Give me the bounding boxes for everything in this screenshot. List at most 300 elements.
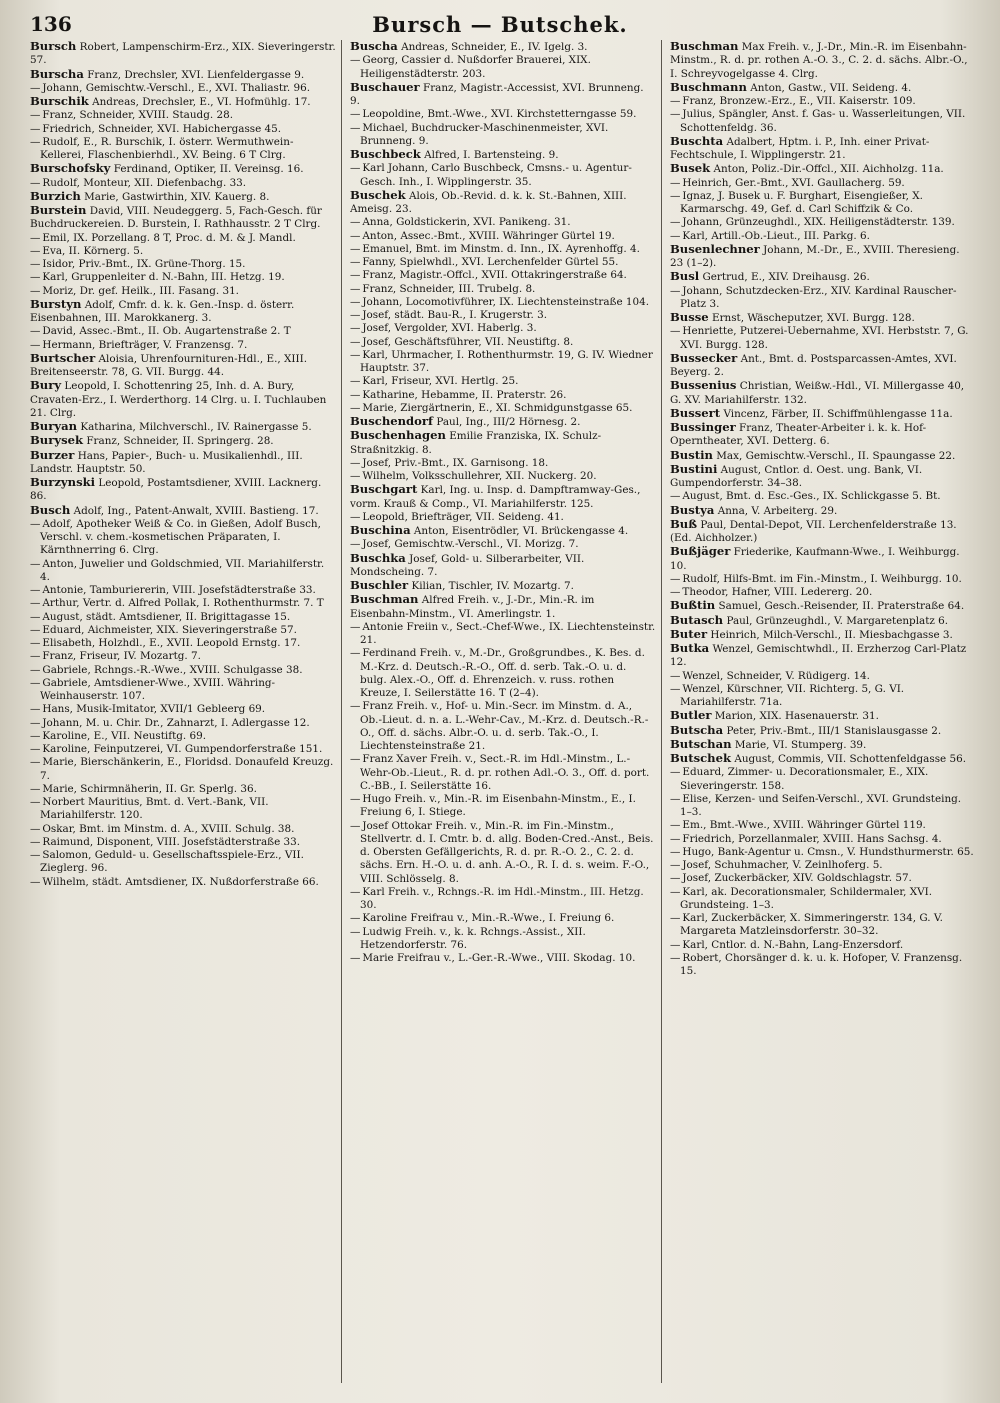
- entry-dash: —: [350, 242, 361, 255]
- directory-entry: [670, 230, 976, 243]
- entry-dash: —: [30, 703, 41, 716]
- entry-surname: Busl: [670, 269, 700, 284]
- entry-surname: Bussecker: [670, 350, 738, 365]
- entry-text: Max Freih. v., J.-Dr., Min.-R. im Eisenbahn-Minstm., R. d. pr. rothen A.-O. 3., C. 2. d. sächs. Albr.-O., I. Schreyvogelgasse 4. Clrg.: [670, 41, 968, 80]
- entry-surname: Buschmann: [670, 79, 747, 94]
- entry-text: Josef, Geschäftsführer, VII. Neustiftg. 8.: [362, 335, 574, 348]
- entry-text: Gertrud, E., XIV. Dreihausg. 26.: [702, 271, 870, 284]
- entry-text: Salomon, Geduld- u. Gesellschaftsspiele-Erz., VII. Zieglerg. 96.: [40, 849, 304, 875]
- entry-text: Friedrich, Schneider, XVI. Habichergasse 45.: [42, 122, 282, 135]
- directory-entry: [30, 204, 336, 232]
- entry-text: Ferdinand Freih. v., M.-Dr., Großgrundbes., K. Bes. d. M.-Krz. d. Deutsch.-R.-O., Off. d. serb. Tak.-O. u. d. bulg. Alex.-O., Off. d. Ehrenzeich. v. russ. rothen Kreuze, I. Seilerstätte 16. T (2–4).: [360, 647, 645, 699]
- directory-entry: [350, 926, 656, 953]
- entry-surname: Burzich: [30, 188, 81, 203]
- entry-dash: —: [670, 669, 681, 682]
- entry-dash: —: [30, 623, 41, 636]
- directory-entry: [30, 597, 336, 610]
- directory-entry: [30, 95, 336, 109]
- directory-entry: [30, 783, 336, 796]
- entry-text: Andreas, Schneider, E., IV. Igelg. 3.: [401, 41, 588, 53]
- entry-text: Oskar, Bmt. im Minstm. d. A., XVIII. Schulg. 38.: [42, 822, 295, 835]
- entry-text: Josef, Gold- u. Silberarbeiter, VII. Mondscheing. 7.: [350, 552, 585, 578]
- entry-dash: —: [350, 54, 361, 67]
- directory-entry: [30, 109, 336, 122]
- entry-dash: —: [670, 229, 681, 242]
- directory-entry: [30, 232, 336, 245]
- entry-dash: —: [350, 538, 361, 551]
- entry-surname: Burysek: [30, 433, 84, 448]
- directory-entry: [350, 336, 656, 349]
- entry-dash: —: [30, 663, 41, 676]
- entry-text: Gabriele, Rchngs.-R.-Wwe., XVIII. Schulgasse 38.: [42, 663, 303, 676]
- entry-surname: Bustini: [670, 461, 718, 476]
- entry-dash: —: [670, 792, 681, 805]
- entry-text: Leopold, Briefträger, VII. Seideng. 41.: [362, 510, 564, 523]
- entry-text: Marie Freifrau v., L.-Ger.-R.-Wwe., VIII. Skodag. 10.: [362, 952, 636, 964]
- entry-dash: —: [670, 832, 681, 845]
- directory-entry: [670, 545, 976, 573]
- directory-entry: [350, 256, 656, 269]
- directory-entry: [30, 650, 336, 663]
- entry-dash: —: [350, 700, 361, 713]
- directory-entry: [350, 820, 656, 886]
- directory-entry: [30, 664, 336, 677]
- entry-dash: —: [350, 819, 361, 832]
- entry-text: Theodor, Hafner, VIII. Ledererg. 20.: [682, 586, 873, 598]
- directory-entry: [30, 298, 336, 326]
- entry-surname: Buß: [670, 516, 698, 531]
- directory-entry: [670, 819, 976, 832]
- entry-surname: Busse: [670, 310, 709, 324]
- entry-text: Henriette, Putzerei-Uebernahme, XVI. Herbststr. 7, G. XVI. Burgg. 128.: [680, 325, 969, 351]
- entry-surname: Buschbeck: [350, 147, 421, 161]
- entry-dash: —: [30, 676, 41, 689]
- entry-text: Leopoldine, Bmt.-Wwe., XVI. Kirchstetterngasse 59.: [362, 108, 637, 121]
- entry-dash: —: [350, 282, 361, 295]
- entry-text: Michael, Buchdrucker-Maschinenmeister, XVI. Brunneng. 9.: [360, 121, 609, 147]
- directory-entry: [670, 285, 976, 312]
- entry-text: Franz, Schneider, II. Springerg. 28.: [86, 435, 274, 448]
- entry-text: Emanuel, Bmt. im Minstm. d. Inn., IX. Ayrenhoffg. 4.: [362, 242, 640, 255]
- entry-text: Franz, Magistr.-Offcl., XVII. Ottakringerstraße 64.: [362, 269, 627, 282]
- entry-surname: Burschofsky: [30, 161, 111, 176]
- entry-dash: —: [350, 952, 361, 964]
- entry-text: Peter, Priv.-Bmt., III/1 Stanislausgasse 2.: [726, 724, 942, 737]
- entry-text: Franz, Schneider, XVIII. Staudg. 28.: [42, 109, 233, 122]
- directory-entry: [30, 756, 336, 783]
- directory-entry: [670, 490, 976, 503]
- entry-text: Alfred, I. Bartensteing. 9.: [424, 149, 559, 161]
- entry-text: Wilhelm, Volksschullehrer, XII. Nuckerg. 20.: [362, 470, 597, 482]
- entry-text: Arthur, Vertr. d. Alfred Pollak, I. Rothenthurmstr. 7. T: [42, 597, 324, 610]
- directory-entry: [670, 683, 976, 710]
- entry-text: Isidor, Priv.-Bmt., IX. Grüne-Thorg. 15.: [42, 258, 246, 270]
- columns: [30, 40, 976, 1383]
- entry-surname: Buryan: [30, 419, 78, 433]
- directory-entry: [30, 245, 336, 258]
- entry-text: Aloisia, Uhrenfournituren-Hdl., E., XIII. Breitenseerstr. 78, G. VII. Burgg. 44.: [30, 352, 308, 378]
- entry-dash: —: [350, 229, 361, 242]
- entry-text: Eva, II. Körnerg. 5.: [42, 244, 144, 257]
- directory-entry: [350, 511, 656, 524]
- entry-text: Karl, ak. Decorationsmaler, Schildermaler, XVI. Grundsteing. 1–3.: [680, 885, 933, 911]
- entry-dash: —: [30, 875, 41, 888]
- entry-dash: —: [30, 716, 41, 729]
- entry-surname: Buschendorf: [350, 414, 433, 428]
- directory-entry: [670, 642, 976, 670]
- entry-text: Josef, Priv.-Bmt., IX. Garnisong. 18.: [362, 456, 549, 469]
- directory-entry: [350, 415, 656, 429]
- entry-surname: Burstein: [30, 203, 87, 217]
- directory-entry: [350, 524, 656, 538]
- entry-text: Karoline, Feinputzerei, VI. Gumpendorferstraße 151.: [42, 743, 323, 755]
- directory-entry: [670, 518, 976, 546]
- entry-dash: —: [350, 753, 361, 766]
- entry-text: Christian, Weißw.-Hdl., VI. Millergasse 40, G. XV. Mariahilferstr. 132.: [670, 380, 965, 406]
- entry-dash: —: [670, 108, 681, 121]
- entry-text: Gabriele, Amtsdiener-Wwe., XVIII. Währing-Weinhauserstr. 107.: [40, 676, 276, 702]
- column-2: [350, 40, 662, 1383]
- entry-surname: Busek: [670, 161, 711, 176]
- directory-entry: [670, 912, 976, 939]
- directory-entry: [30, 352, 336, 380]
- directory-entry: [30, 637, 336, 650]
- entry-dash: —: [30, 650, 41, 663]
- entry-text: Marion, XIX. Hasenauerstr. 31.: [714, 710, 879, 723]
- entry-text: Josef, städt. Bau-R., I. Krugerstr. 3.: [362, 309, 548, 321]
- entry-text: Johann, Grünzeughdl., XIX. Heiligenstädterstr. 139.: [682, 216, 955, 229]
- entry-text: Heinrich, Ger.-Bmt., XVI. Gaullacherg. 59.: [682, 176, 905, 189]
- entry-text: Franz, Drechsler, XVI. Lienfeldergasse 9.: [87, 68, 305, 81]
- entry-text: August, Commis, VII. Schottenfeldgasse 56.: [734, 753, 967, 765]
- entry-dash: —: [670, 572, 681, 585]
- directory-entry: [30, 743, 336, 756]
- entry-text: Robert, Lampenschirm-Erz., XIX. Sieveringerstr. 57.: [30, 41, 336, 67]
- directory-entry: [350, 552, 656, 580]
- directory-entry: [30, 68, 336, 82]
- directory-entry: [670, 766, 976, 793]
- entry-dash: —: [670, 490, 681, 503]
- entry-text: Adolf, Cmfr. d. k. k. Gen.-Insp. d. österr. Eisenbahnen, III. Marokkanerg. 3.: [30, 298, 295, 324]
- entry-dash: —: [670, 885, 681, 898]
- entry-text: Johann, M. u. Chir. Dr., Zahnarzt, I. Adlergasse 12.: [42, 716, 310, 729]
- directory-entry: [350, 753, 656, 793]
- directory-entry: [30, 162, 336, 176]
- entry-dash: —: [670, 912, 681, 924]
- directory-entry: [350, 647, 656, 700]
- entry-text: Wenzel, Schneider, V. Rüdigerg. 14.: [682, 669, 870, 682]
- entry-text: Anton, Poliz.-Dir.-Offcl., XII. Aichholzg. 11a.: [713, 163, 944, 176]
- entry-text: Josef, Schuhmacher, V. Zeinlhoferg. 5.: [682, 859, 883, 871]
- directory-entry: [670, 270, 976, 284]
- directory-entry: [350, 296, 656, 309]
- entry-surname: Butasch: [670, 612, 724, 627]
- entry-text: Marie, Gastwirthin, XIV. Kauerg. 8.: [84, 190, 270, 203]
- directory-entry: [30, 190, 336, 204]
- entry-text: Robert, Chorsänger d. k. u. k. Hofoper, V. Franzensg. 15.: [680, 951, 963, 977]
- entry-text: Paul, Dental-Depot, VII. Lerchenfelderstraße 13. (Ed. Aichholzer.): [670, 518, 957, 544]
- entry-text: Antonie, Tamburiererin, VIII. Josefstädterstraße 33.: [42, 584, 316, 596]
- entry-text: Johann, Schutzdecken-Erz., XIV. Kardinal Rauscher-Platz 3.: [680, 284, 957, 310]
- entry-dash: —: [670, 325, 681, 338]
- entry-surname: Buschek: [350, 187, 406, 202]
- entry-text: Moriz, Dr. gef. Heilk., III. Fasang. 31.: [42, 284, 239, 297]
- entry-text: Franz, Schneider, III. Trubelg. 8.: [362, 282, 536, 295]
- directory-entry: [350, 81, 656, 109]
- entry-dash: —: [30, 557, 41, 570]
- directory-entry: [30, 703, 336, 716]
- directory-entry: [350, 148, 656, 162]
- directory-entry: [30, 82, 336, 95]
- directory-entry: [350, 122, 656, 149]
- entry-text: Emilie Franziska, IX. Schulz-Straßnitzkig. 8.: [350, 430, 602, 456]
- directory-entry: [30, 476, 336, 504]
- entry-text: Anton, Assec.-Bmt., XVIII. Währinger Gürtel 19.: [362, 229, 615, 242]
- directory-entry: [670, 40, 976, 81]
- directory-entry: [670, 177, 976, 190]
- entry-text: Paul, Grünzeughdl., V. Margaretenplatz 6.: [726, 614, 949, 627]
- entry-text: Hans, Papier-, Buch- u. Musikalienhdl., III. Landstr. Hauptstr. 50.: [30, 449, 303, 475]
- directory-entry: [350, 886, 656, 913]
- entry-dash: —: [670, 216, 681, 229]
- entry-dash: —: [350, 335, 361, 348]
- entry-dash: —: [30, 271, 41, 284]
- directory-entry: [670, 81, 976, 95]
- entry-text: Marie, Schirmnäherin, II. Gr. Sperlg. 36.: [42, 782, 257, 795]
- entry-text: Franz, Bronzew.-Erz., E., VII. Kaiserstr. 109.: [682, 95, 916, 107]
- entry-dash: —: [30, 244, 41, 257]
- entry-text: Eduard, Aichmeister, XIX. Sieveringerstraße 57.: [42, 623, 297, 636]
- entry-dash: —: [350, 162, 361, 175]
- entry-text: Katharine, Hebamme, II. Praterstr. 26.: [362, 388, 567, 401]
- entry-surname: Burzer: [30, 447, 75, 462]
- entry-text: August, Cntlor. d. Oest. ung. Bank, VI. Gumpendorferstr. 34–38.: [670, 463, 923, 489]
- entry-dash: —: [30, 796, 41, 808]
- directory-entry: [350, 243, 656, 256]
- entry-dash: —: [670, 819, 681, 832]
- entry-surname: Busch: [30, 502, 71, 517]
- entry-dash: —: [350, 108, 361, 121]
- directory-entry: [350, 470, 656, 483]
- entry-surname: Buschina: [350, 523, 411, 537]
- directory-entry: [350, 349, 656, 376]
- directory-entry: [30, 611, 336, 624]
- directory-entry: [670, 379, 976, 407]
- entry-text: Karl, Uhrmacher, I. Rothenthurmstr. 19, G. IV. Wiedner Hauptstr. 37.: [360, 348, 653, 374]
- directory-entry: [350, 269, 656, 282]
- entry-dash: —: [670, 872, 681, 885]
- directory-entry: [670, 449, 976, 463]
- entry-text: Friedrich, Porzellanmaler, XVIII. Hans Sachsg. 4.: [682, 832, 942, 845]
- entry-surname: Bussert: [670, 405, 721, 420]
- entry-surname: Burscha: [30, 66, 84, 81]
- entry-text: Leopold, I. Schottenring 25, Inh. d. A. Bury, Cravaten-Erz., I. Werderthorg. 14 Clrg. u. I. Tuchlauben 21. Clrg.: [30, 380, 327, 419]
- entry-text: Em., Bmt.-Wwe., XVIII. Währinger Gürtel 119.: [682, 819, 926, 832]
- directory-entry: [30, 177, 336, 190]
- entry-text: Rudolf, Monteur, XII. Diefenbachg. 33.: [42, 176, 247, 189]
- entry-text: Fanny, Spielwhdl., XVI. Lerchenfelder Gürtel 55.: [362, 256, 619, 268]
- entry-dash: —: [350, 269, 361, 282]
- directory-entry: [30, 504, 336, 518]
- directory-entry: [670, 599, 976, 613]
- directory-entry: [30, 823, 336, 836]
- entry-dash: —: [30, 822, 41, 835]
- directory-entry: [670, 311, 976, 325]
- directory-entry: [350, 189, 656, 217]
- entry-dash: —: [350, 912, 361, 925]
- entry-text: August, Bmt. d. Esc.-Ges., IX. Schlickgasse 5. Bt.: [682, 490, 941, 503]
- entry-surname: Butschek: [670, 751, 732, 765]
- entry-text: Karl, Cntlor. d. N.-Bahn, Lang-Enzersdorf.: [682, 938, 904, 951]
- directory-entry: [670, 108, 976, 135]
- entry-surname: Buter: [670, 626, 708, 641]
- entry-text: Georg, Cassier d. Nußdorfer Brauerei, XIX. Heiligenstädterstr. 203.: [360, 54, 591, 80]
- entry-text: Karl, Ing. u. Insp. d. Dampftramway-Ges., vorm. Krauß & Comp., VI. Mariahilferstr. 125.: [350, 484, 641, 510]
- entry-dash: —: [350, 510, 361, 523]
- entry-surname: Bury: [30, 378, 62, 393]
- entry-surname: Buschta: [670, 133, 724, 148]
- directory-entry: [670, 352, 976, 380]
- directory-entry: [30, 796, 336, 823]
- entry-text: Franz, Theater-Arbeiter i. k. k. Hof-Operntheater, XVI. Detterg. 6.: [670, 422, 927, 448]
- entry-text: Wenzel, Gemischtwhdl., II. Erzherzog Carl-Platz 12.: [670, 643, 967, 669]
- entry-dash: —: [30, 338, 41, 351]
- directory-entry: [350, 108, 656, 121]
- directory-entry: [30, 325, 336, 338]
- directory-entry: [30, 624, 336, 637]
- entry-text: Max, Gemischtw.-Verschl., II. Spaungasse 22.: [716, 449, 956, 462]
- directory-entry: [30, 420, 336, 434]
- entry-surname: Buschman: [670, 40, 739, 53]
- directory-entry: [670, 421, 976, 449]
- directory-entry: [30, 271, 336, 284]
- entry-surname: Bussinger: [670, 420, 736, 434]
- directory-entry: [350, 621, 656, 648]
- entry-dash: —: [350, 925, 361, 938]
- directory-entry: [350, 402, 656, 415]
- page-number: 136: [30, 12, 72, 36]
- entry-text: David, VIII. Neudeggerg. 5, Fach-Gesch. für Buchdruckereien. D. Burstein, I. Rathhausstr. 2 T Clrg.: [30, 205, 322, 231]
- entry-text: Elisabeth, Holzhdl., E., XVII. Leopold Ernstg. 17.: [42, 637, 301, 649]
- directory-entry: [350, 952, 656, 965]
- directory-entry: [670, 670, 976, 683]
- entry-text: Johann, Locomotivführer, IX. Liechtensteinstraße 104.: [362, 295, 650, 308]
- entry-text: Adolf, Ing., Patent-Anwalt, XVIII. Bastieng. 17.: [73, 504, 319, 517]
- directory-entry: [670, 95, 976, 108]
- directory-entry: [30, 836, 336, 849]
- entry-text: Anna, Goldstickerin, XVI. Panikeng. 31.: [362, 216, 571, 229]
- entry-dash: —: [30, 176, 41, 189]
- entry-dash: —: [350, 121, 361, 134]
- entry-dash: —: [670, 845, 681, 858]
- directory-entry: [350, 700, 656, 753]
- directory-entry: [350, 54, 656, 81]
- entry-dash: —: [30, 284, 41, 297]
- entry-dash: —: [670, 938, 681, 951]
- entry-dash: —: [30, 756, 41, 769]
- entry-dash: —: [350, 256, 361, 268]
- directory-entry: [350, 793, 656, 820]
- entry-surname: Bustya: [670, 502, 715, 517]
- directory-entry: [670, 135, 976, 163]
- entry-text: Josef, Zuckerbäcker, XIV. Goldschlagstr. 57.: [682, 872, 912, 885]
- entry-text: Hermann, Briefträger, V. Franzensg. 7.: [42, 338, 248, 351]
- entry-text: Kilian, Tischler, IV. Mozartg. 7.: [411, 580, 574, 592]
- entry-dash: —: [670, 189, 681, 202]
- entry-text: Anton, Eisentrödler, VI. Brückengasse 4.: [413, 525, 629, 537]
- entry-surname: Busenlechner: [670, 241, 760, 256]
- directory-entry: [670, 325, 976, 352]
- entry-text: Ignaz, J. Busek u. F. Burghart, Eisengießer, X. Karmarschg. 49, Gef. d. Carl Schiffzik & Co.: [680, 189, 923, 215]
- entry-text: Hugo Freih. v., Min.-R. im Eisenbahn-Minstm., E., I. Freiung 6, I. Stiege.: [360, 793, 636, 819]
- entry-surname: Butka: [670, 641, 710, 655]
- entry-surname: Buschauer: [350, 79, 420, 94]
- entry-text: Ernst, Wäscheputzer, XVI. Burgg. 128.: [711, 312, 915, 324]
- entry-text: Franz Freih. v., Hof- u. Min.-Secr. im Minstm. d. A., Ob.-Lieut. d. n. a. L.-Wehr-Cav., M.-Krz. d. Deutsch.-R.-O., Off. d. sächs. Albr.-O. u. d. serb. Tak.-O., I. Liechtensteinstraße 21.: [360, 700, 649, 752]
- entry-surname: Bußjäger: [670, 544, 731, 559]
- entry-text: Alois, Ob.-Revid. d. k. k. St.-Bahnen, XIII. Ameisg. 23.: [350, 189, 627, 215]
- entry-text: Wilhelm, städt. Amtsdiener, IX. Nußdorferstraße 66.: [42, 875, 319, 888]
- entry-dash: —: [30, 122, 41, 135]
- directory-entry: [670, 859, 976, 872]
- directory-entry: [30, 876, 336, 889]
- directory-entry: [350, 375, 656, 388]
- directory-entry: [30, 717, 336, 730]
- entry-dash: —: [30, 231, 41, 244]
- entry-dash: —: [30, 637, 41, 649]
- entry-dash: —: [30, 597, 41, 610]
- entry-text: August, städt. Amtsdiener, II. Brigittagasse 15.: [42, 610, 291, 623]
- entry-dash: —: [350, 295, 361, 308]
- entry-surname: Buschgart: [350, 482, 418, 497]
- directory-entry: [670, 614, 976, 628]
- entry-dash: —: [350, 885, 361, 898]
- directory-entry: [670, 724, 976, 738]
- entry-text: Ferdinand, Optiker, II. Vereinsg. 16.: [113, 163, 304, 176]
- directory-entry: [670, 407, 976, 421]
- directory-entry: [350, 538, 656, 551]
- directory-entry: [670, 243, 976, 271]
- directory-entry: [350, 283, 656, 296]
- entry-dash: —: [670, 586, 681, 598]
- entry-text: Karoline Freifrau v., Min.-R.-Wwe., I. Freiung 6.: [362, 912, 615, 925]
- directory-entry: [350, 389, 656, 402]
- entry-surname: Buschenhagen: [350, 428, 446, 443]
- directory-entry: [670, 833, 976, 846]
- entry-dash: —: [30, 584, 41, 596]
- entry-surname: Burzynski: [30, 475, 96, 489]
- entry-dash: —: [30, 849, 41, 861]
- entry-text: Anton, Juwelier und Goldschmied, VII. Mariahilferstr. 4.: [40, 557, 325, 583]
- entry-surname: Buschman: [350, 592, 419, 607]
- entry-dash: —: [30, 835, 41, 848]
- entry-dash: —: [30, 729, 41, 742]
- directory-entry: [30, 558, 336, 585]
- entry-text: Marie, VI. Stumperg. 39.: [734, 738, 867, 751]
- entry-dash: —: [350, 216, 361, 229]
- entry-dash: —: [30, 743, 41, 755]
- directory-entry: [670, 504, 976, 518]
- entry-text: Franz, Friseur, IV. Mozartg. 7.: [42, 650, 201, 663]
- entry-text: Vincenz, Färber, II. Schiffmühlengasse 11a.: [723, 407, 953, 420]
- entry-text: Katharina, Milchverschl., IV. Rainergasse 5.: [80, 421, 312, 433]
- entry-text: Emil, IX. Porzellang. 8 T, Proc. d. M. & J. Mandl.: [42, 231, 296, 244]
- entry-dash: —: [670, 951, 681, 964]
- entry-dash: —: [670, 859, 681, 871]
- directory-entry: [670, 952, 976, 979]
- entry-dash: —: [350, 793, 361, 805]
- directory-entry: [30, 123, 336, 136]
